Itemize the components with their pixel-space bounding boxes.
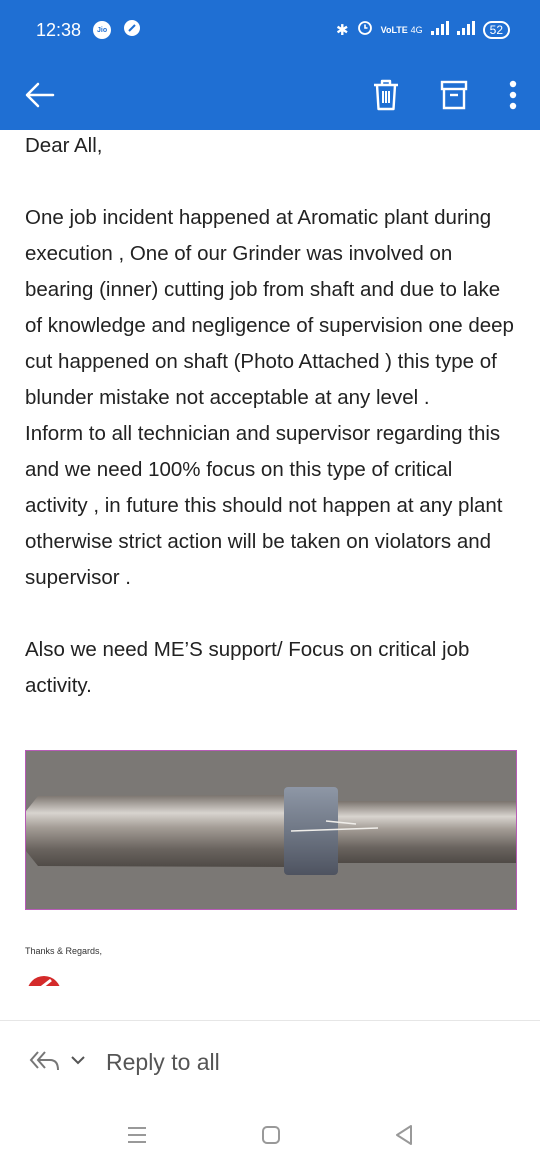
status-time: 12:38 — [36, 19, 82, 40]
email-body-paragraph-2: Also we need ME’S support/ Focus on critical job activity. — [25, 638, 470, 697]
carrier-badge: Jio — [93, 21, 111, 39]
signal-icon-2 — [457, 21, 475, 39]
email-body — [0, 128, 540, 986]
sync-icon — [123, 19, 141, 42]
shaft-image — [26, 751, 517, 910]
status-bar — [0, 0, 540, 60]
network-type: 4G — [410, 25, 423, 35]
chevron-down-icon[interactable] — [70, 1053, 86, 1071]
back-arrow-icon[interactable] — [24, 81, 56, 109]
more-options-icon[interactable] — [508, 80, 518, 110]
attached-shaft-photo[interactable] — [25, 750, 517, 910]
signal-icon — [431, 21, 449, 39]
email-greeting: Dear All, — [25, 134, 103, 157]
reply-all-label: Reply to all — [106, 1048, 220, 1075]
app-bar — [0, 60, 540, 130]
email-signoff: Thanks & Regards, — [25, 946, 103, 956]
system-navigation-bar — [0, 1115, 540, 1160]
back-nav-icon[interactable] — [394, 1124, 414, 1151]
battery-indicator: 52 — [483, 21, 510, 39]
bluetooth-icon: ✱ — [336, 22, 349, 39]
volte-indicator: VoLTE — [380, 24, 408, 35]
email-body-paragraph-1: One job incident happened at Aromatic plant during execution , One of our Grinder was involved on bearing (inner) cutting job from shaft and due to lake of knowledge and negligence of supervision one deep cut happened on shaft (Photo Attached ) this type of blunder mistake not acceptable at any level . Inform to all technician and supervisor regarding this and we need 100% focus on this type of critical activity , in future this should not happen at any plant otherwise strict action will be taken on violators and supervisor . — [25, 206, 514, 589]
reply-all-icon — [28, 1048, 60, 1077]
recent-apps-icon[interactable] — [126, 1126, 148, 1149]
delete-icon[interactable] — [372, 79, 400, 111]
company-logo — [25, 974, 63, 986]
alarm-icon — [357, 20, 373, 40]
home-icon[interactable] — [261, 1125, 281, 1150]
divider — [0, 1020, 540, 1021]
archive-icon[interactable] — [440, 80, 468, 110]
reply-all-button[interactable] — [28, 1042, 220, 1082]
